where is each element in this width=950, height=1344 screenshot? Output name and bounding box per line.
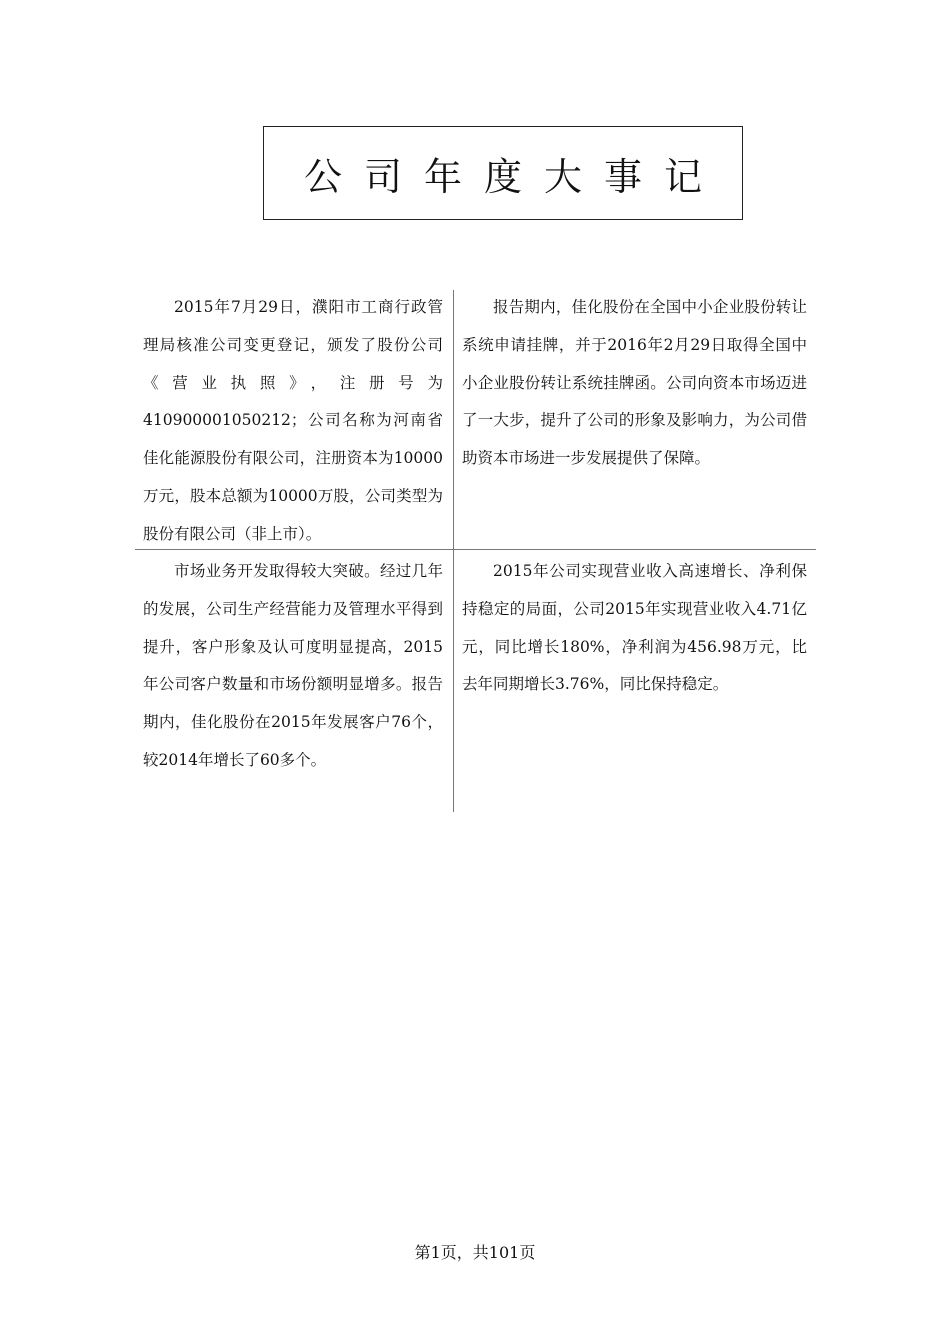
event-text: 市场业务开发取得较大突破。经过几年的发展，公司生产经营能力及管理水平得到提升，客户形象及认可度明显提高，2015年公司客户数量和市场份额明显增多。报告期内，佳化股份在2015年发展客户76个，较2014年增长了60多个。 — [143, 562, 443, 769]
event-text: 2015年7月29日，濮阳市工商行政管理局核准公司变更登记，颁发了股份公司《营业执照》，注册号为410900001050212；公司名称为河南省佳化能源股份有限公司，注册资本为10000万元，股本总额为10000万股，公司类型为股份有限公司（非上市）。 — [143, 298, 443, 543]
event-text: 2015年公司实现营业收入高速增长、净利保持稳定的局面，公司2015年实现营业收入4.71亿元，同比增长180%，净利润为456.98万元，比去年同期增长3.76%，同比保持稳定。 — [462, 562, 807, 694]
column-divider — [453, 290, 454, 812]
page-title: 公司年度大事记 — [303, 154, 724, 199]
page-title-box — [263, 126, 743, 220]
event-text: 报告期内，佳化股份在全国中小企业股份转让系统申请挂牌，并于2016年2月29日取得全国中小企业股份转让系统挂牌函。公司向资本市场迈进了一大步，提升了公司的形象及影响力，为公司借助资本市场进一步发展提供了保障。 — [462, 298, 807, 468]
page-number: 第1页，共101页 — [414, 1243, 536, 1262]
